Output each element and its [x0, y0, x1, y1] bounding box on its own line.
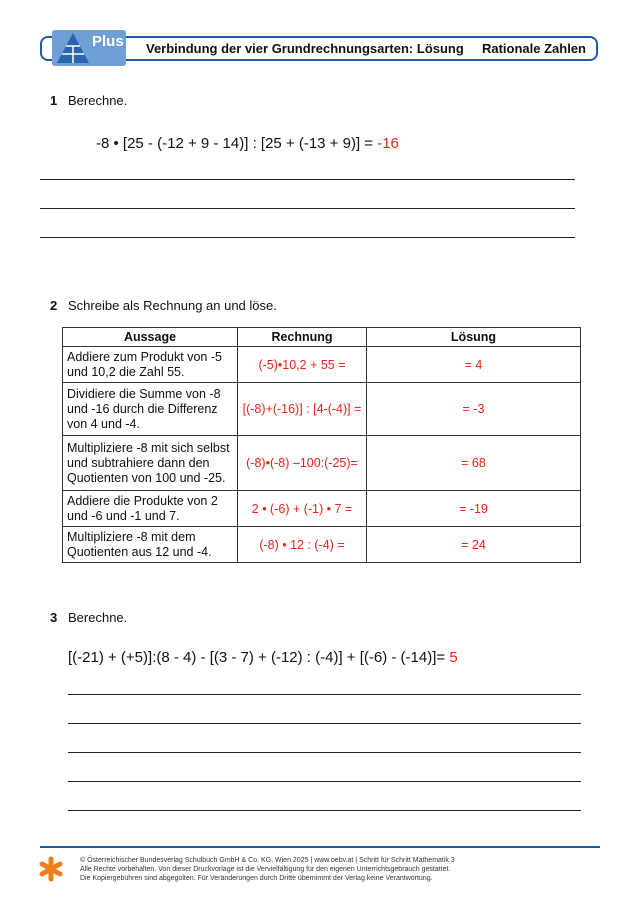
table-row — [63, 383, 581, 436]
table-row — [63, 527, 581, 563]
aussage-cell: Addiere zum Produkt von -5 und 10,2 die Zahl 55. — [63, 347, 238, 383]
footer-line-2: Alle Rechte vorbehalten. Von dieser Druckvorlage ist die Vervielfältigung für den eigenen Unterrichtsgebrauch gestattet. — [80, 866, 451, 873]
task1-formula — [96, 135, 399, 152]
task3-prompt: Berechne. — [68, 610, 128, 625]
answer-line — [68, 694, 581, 695]
table-row — [63, 347, 581, 383]
task3-number: 3 — [50, 610, 58, 625]
loesung-cell: = 68 — [367, 436, 581, 491]
aussage-cell: Addiere die Produkte von 2 und -6 und -1 und 7. — [63, 491, 238, 527]
aussage-cell: Dividiere die Summe von -8 und -16 durch die Differenz von 4 und -4. — [63, 383, 238, 436]
task1-expression: -8 • [25 - (-12 + 9 - 14)] : [25 + (-13 + 9)] = — [96, 135, 378, 152]
task2-prompt: Schreibe als Rechnung an und löse. — [68, 298, 277, 313]
page-title: Verbindung der vier Grundrechnungsarten: Lösung — [146, 41, 464, 56]
table-row — [63, 491, 581, 527]
footer-divider — [40, 846, 600, 848]
answer-line — [68, 752, 581, 753]
task1-number: 1 — [50, 93, 58, 108]
aussage-cell: Multipliziere -8 mit dem Quotienten aus 12 und -4. — [63, 527, 238, 563]
loesung-cell: = 4 — [367, 347, 581, 383]
rechnung-cell: (-8) • 12 : (-4) = — [238, 527, 367, 563]
answer-line — [68, 723, 581, 724]
answer-line — [40, 208, 575, 209]
loesung-cell: = -19 — [367, 491, 581, 527]
triangle-logo-icon — [56, 32, 90, 64]
footer-line-1: © Österreichischer Bundesverlag Schulbuch GmbH & Co. KG, Wien 2025 | www.oebv.at | Schritt für Schritt Mathematik 3 — [80, 857, 455, 864]
answer-line — [40, 237, 575, 238]
column-header-loesung: Lösung — [367, 328, 581, 347]
topic-label: Rationale Zahlen — [481, 41, 586, 56]
rechnung-cell: (-5)•10,2 + 55 = — [238, 347, 367, 383]
footer-copyright — [80, 856, 455, 883]
logo-label: Plus — [92, 33, 124, 50]
column-header-rechnung: Rechnung — [238, 328, 367, 347]
rechnung-cell: [(-8)+(-16)] : [4-(-4)] = — [238, 383, 367, 436]
answer-line — [68, 810, 581, 811]
loesung-cell: = -3 — [367, 383, 581, 436]
task3-formula — [68, 649, 458, 666]
rechnung-cell: (-8)•(-8) –100:(-25)= — [238, 436, 367, 491]
table-row — [63, 436, 581, 491]
task2-number: 2 — [50, 298, 58, 313]
table-header-row — [63, 328, 581, 347]
task3-expression: [(-21) + (+5)]:(8 - 4) - [(3 - 7) + (-12) : (-4)] + [(-6) - (-14)]= — [68, 649, 450, 666]
footer-line-3: Die Kopiergebühren sind abgegolten. Für Veränderungen durch Dritte übernimmt der Verlag keine Verantwortung. — [80, 875, 433, 882]
column-header-aussage: Aussage — [63, 328, 238, 347]
aussage-cell: Multipliziere -8 mit sich selbst und subtrahiere dann den Quotienten von 100 und -25. — [63, 436, 238, 491]
task1-prompt: Berechne. — [68, 93, 128, 108]
rechnung-cell: 2 • (-6) + (-1) • 7 = — [238, 491, 367, 527]
answer-line — [40, 179, 575, 180]
publisher-star-icon — [38, 856, 64, 882]
task3-answer: 5 — [449, 649, 458, 666]
answer-line — [68, 781, 581, 782]
solution-table — [62, 327, 581, 563]
loesung-cell: = 24 — [367, 527, 581, 563]
task1-answer: -16 — [377, 135, 399, 152]
plus-logo — [52, 30, 126, 66]
